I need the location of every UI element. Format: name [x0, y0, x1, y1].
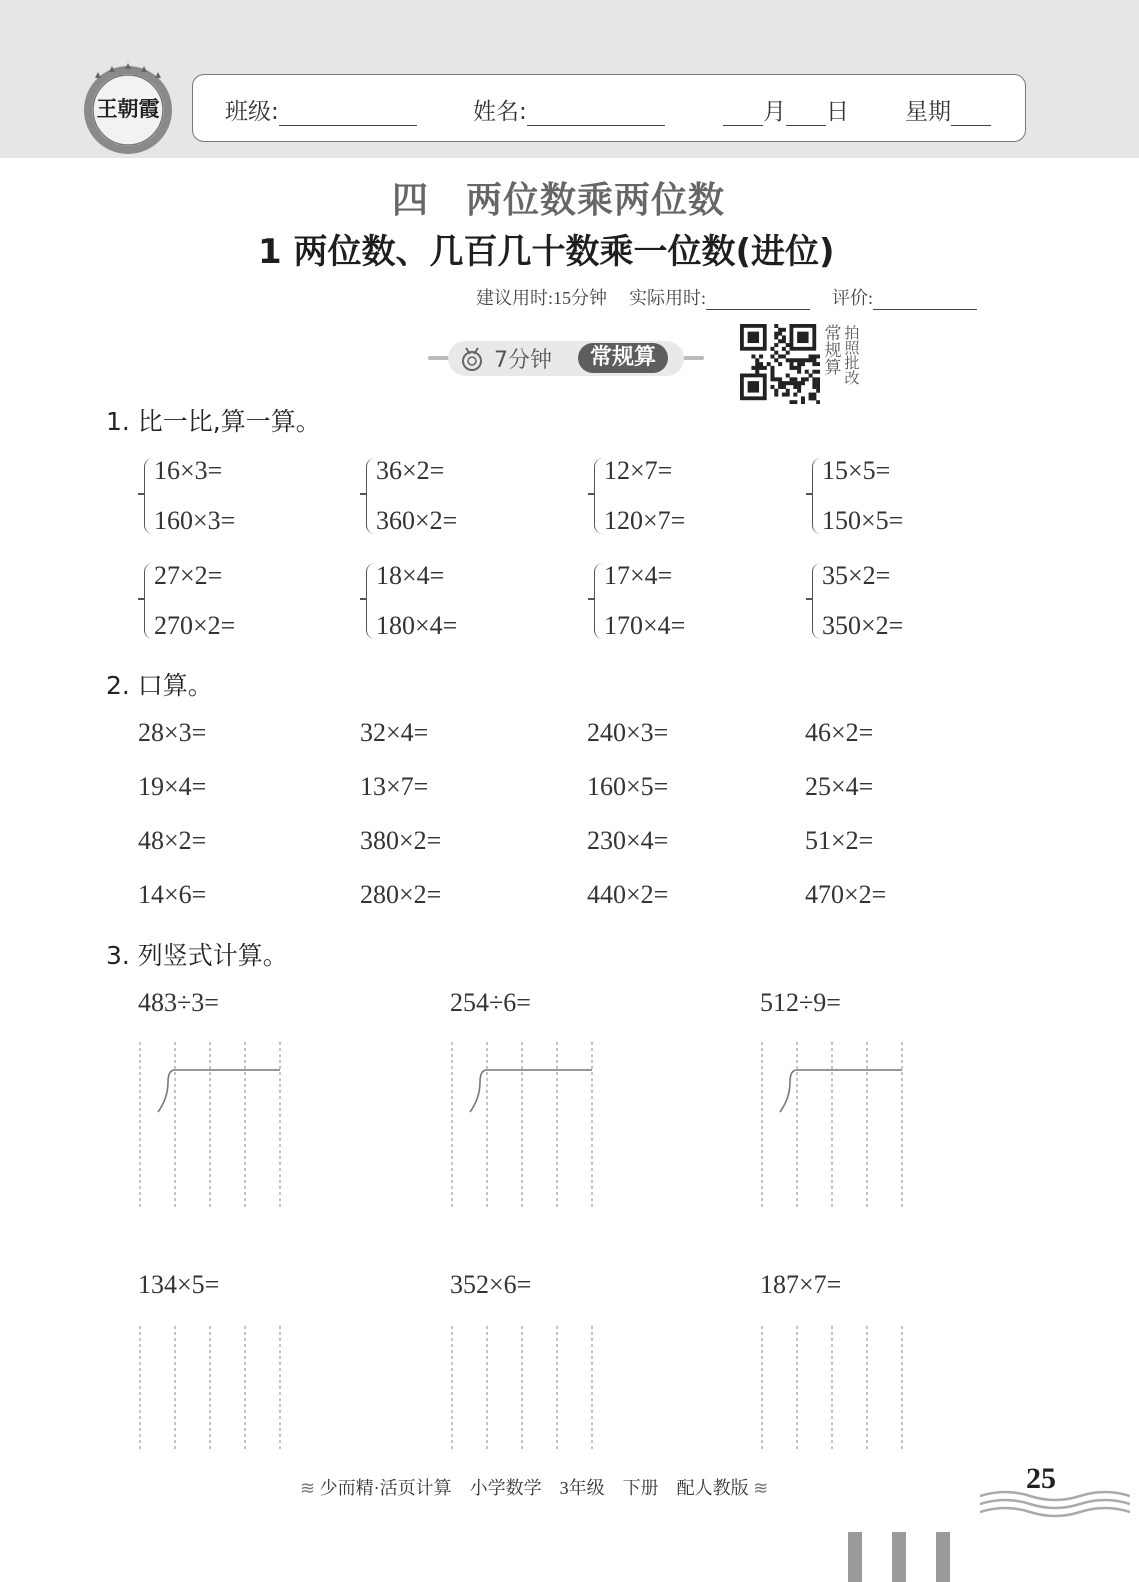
edge-tab — [936, 1532, 950, 1582]
lesson-title: 1 两位数、几百几十数乘一位数(进位) — [258, 232, 835, 272]
problem-top: 27×2= — [154, 561, 223, 590]
student-info-box — [192, 74, 1026, 142]
division-bracket — [470, 1070, 592, 1112]
brace-icon — [144, 458, 153, 534]
problem-top: 17×4= — [604, 561, 673, 590]
division-problem: 512÷9= — [760, 988, 841, 1017]
problem-top: 15×5= — [822, 456, 891, 485]
day-label: 日 — [826, 99, 849, 125]
multiplication-grid[interactable] — [442, 1326, 622, 1450]
mental-math-item: 28×3= — [138, 718, 207, 747]
pill-badge: 常规算 — [578, 343, 668, 373]
actual-time-label: 实际用时: — [629, 288, 707, 308]
qr-caption-right: 拍照批改 — [844, 324, 860, 387]
section2-title: 2. 口算。 — [106, 671, 213, 700]
mental-math-item: 380×2= — [360, 826, 442, 855]
name-blank[interactable] — [527, 99, 665, 126]
name-field[interactable] — [473, 93, 665, 126]
division-problem: 483÷3= — [138, 988, 219, 1017]
footer-text: 少而精·活页计算 小学数学 3年级 下册 配人教版 — [319, 1478, 749, 1498]
multiplication-problem: 352×6= — [450, 1270, 532, 1299]
medal-icon — [460, 346, 484, 372]
evaluation-label: 评价: — [832, 288, 874, 308]
weekday-blank[interactable] — [951, 99, 991, 126]
suggested-time: 建议用时:15分钟 — [476, 288, 608, 308]
publisher-logo — [78, 58, 178, 158]
brace-icon — [366, 563, 375, 639]
wave-icon: ≋ — [300, 1478, 320, 1498]
brace-icon — [594, 563, 603, 639]
weekday-label: 星期 — [905, 99, 951, 125]
edge-tab — [848, 1532, 862, 1582]
problem-top: 18×4= — [376, 561, 445, 590]
brace-icon — [594, 458, 603, 534]
mental-math-item: 48×2= — [138, 826, 207, 855]
problem-bottom: 160×3= — [154, 506, 236, 535]
problem-bottom: 350×2= — [822, 611, 904, 640]
division-bracket — [158, 1070, 280, 1112]
mental-math-item: 160×5= — [587, 772, 669, 801]
mental-math-item: 51×2= — [805, 826, 874, 855]
division-grid[interactable] — [442, 1042, 622, 1208]
class-label: 班级: — [225, 99, 279, 125]
mental-math-item: 25×4= — [805, 772, 874, 801]
division-grid[interactable] — [130, 1042, 310, 1208]
mental-math-item: 46×2= — [805, 718, 874, 747]
mental-math-item: 32×4= — [360, 718, 429, 747]
name-label: 姓名: — [473, 99, 527, 125]
problem-bottom: 120×7= — [604, 506, 686, 535]
mental-math-item: 240×3= — [587, 718, 669, 747]
qr-code-icon[interactable] — [740, 324, 820, 404]
mental-math-item: 280×2= — [360, 880, 442, 909]
day-blank[interactable] — [786, 99, 826, 126]
mental-math-item: 470×2= — [805, 880, 887, 909]
division-problem: 254÷6= — [450, 988, 531, 1017]
edge-tab — [892, 1532, 906, 1582]
section3-title: 3. 列竖式计算。 — [106, 941, 288, 970]
brace-icon — [812, 458, 821, 534]
evaluation-blank[interactable] — [873, 289, 977, 310]
mental-math-item: 230×4= — [587, 826, 669, 855]
time-info-row — [476, 284, 977, 310]
mental-math-item: 14×6= — [138, 880, 207, 909]
pill-time: 7分钟 — [494, 348, 552, 373]
mental-math-item: 13×7= — [360, 772, 429, 801]
problem-top: 12×7= — [604, 456, 673, 485]
logo-text: 王朝霞 — [96, 96, 160, 121]
division-grid[interactable] — [752, 1042, 932, 1208]
mental-math-item: 440×2= — [587, 880, 669, 909]
section1-title: 1. 比一比,算一算。 — [106, 407, 321, 436]
month-blank[interactable] — [723, 99, 763, 126]
page-number: 25 — [1026, 1462, 1056, 1495]
problem-bottom: 270×2= — [154, 611, 236, 640]
actual-time-blank[interactable] — [706, 289, 810, 310]
multiplication-problem: 187×7= — [760, 1270, 842, 1299]
problem-bottom: 180×4= — [376, 611, 458, 640]
brace-icon — [812, 563, 821, 639]
problem-bottom: 170×4= — [604, 611, 686, 640]
problem-top: 16×3= — [154, 456, 223, 485]
problem-bottom: 150×5= — [822, 506, 904, 535]
weekday-field[interactable] — [905, 93, 991, 126]
qr-caption-left: 常规算 — [824, 324, 842, 378]
class-blank[interactable] — [279, 99, 417, 126]
multiplication-grid[interactable] — [130, 1326, 310, 1450]
wave-icon: ≋ — [748, 1478, 769, 1498]
problem-top: 36×2= — [376, 456, 445, 485]
problem-bottom: 360×2= — [376, 506, 458, 535]
footer — [300, 1474, 768, 1500]
brace-icon — [366, 458, 375, 534]
multiplication-grid[interactable] — [752, 1326, 932, 1450]
class-field[interactable] — [225, 93, 417, 126]
date-field[interactable] — [723, 93, 849, 126]
mental-math-item: 19×4= — [138, 772, 207, 801]
brace-icon — [144, 563, 153, 639]
multiplication-problem: 134×5= — [138, 1270, 220, 1299]
division-bracket — [780, 1070, 902, 1112]
problem-top: 35×2= — [822, 561, 891, 590]
unit-title: 四 两位数乘两位数 — [392, 180, 726, 221]
month-label: 月 — [763, 99, 786, 125]
